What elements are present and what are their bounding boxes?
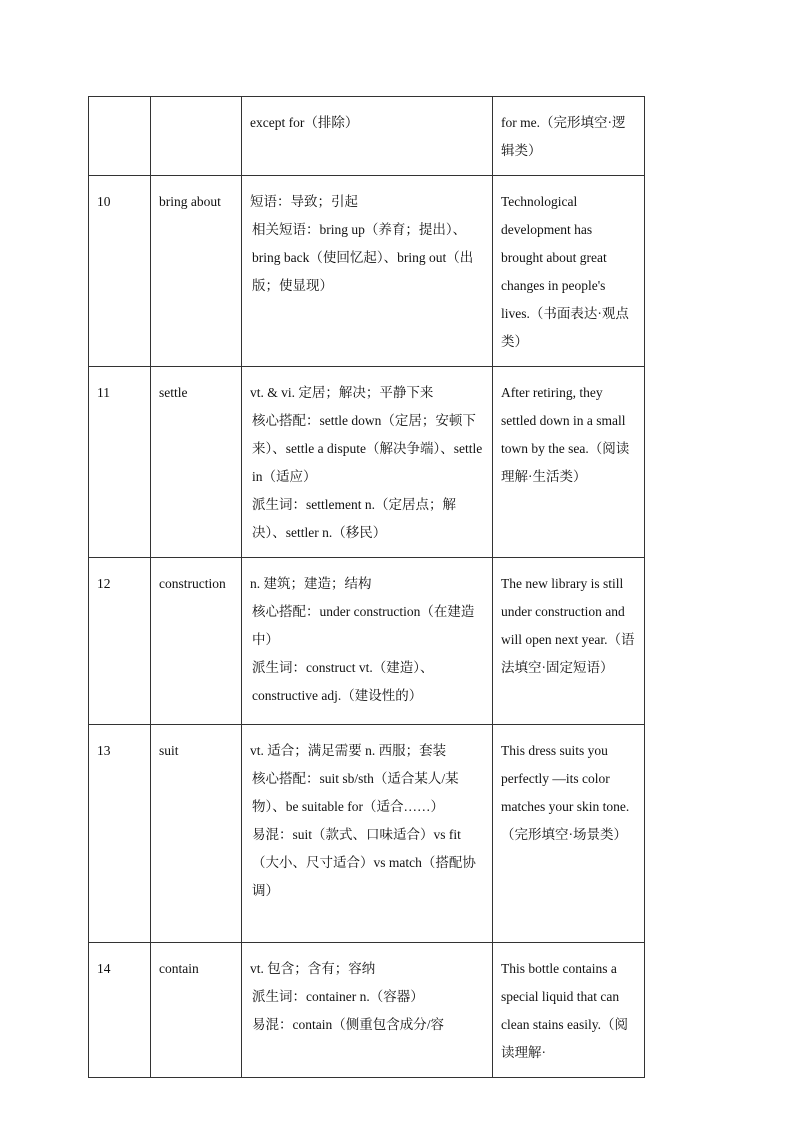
entry-example: After retiring, they settled down in a small town by the sea.（阅读理解·生活类） <box>493 367 645 558</box>
meaning-line: except for（排除） <box>250 115 359 130</box>
entry-example: This dress suits you perfectly —its color matches your skin tone.（完形填空·场景类） <box>493 725 645 943</box>
entry-meaning <box>242 367 493 558</box>
meaning-line: vt. 包含；含有；容纳 <box>250 961 376 976</box>
meaning-line: 易混：suit（款式、口味适合）vs fit（大小、尺寸适合）vs match（搭配协调） <box>252 827 476 898</box>
entry-meaning <box>242 725 493 943</box>
meaning-line: 核心搭配：settle down（定居；安顿下来）、settle a dispute（解决争端）、settle in（适应） <box>252 413 483 484</box>
meaning-line: n. 建筑；建造；结构 <box>250 576 372 591</box>
entry-example: This bottle contains a special liquid that can clean stains easily.（阅读理解· <box>493 943 645 1078</box>
entry-number <box>89 97 151 176</box>
entry-word: settle <box>151 367 242 558</box>
entry-word <box>151 97 242 176</box>
entry-word: contain <box>151 943 242 1078</box>
vocabulary-table-body <box>89 97 645 1078</box>
entry-number: 11 <box>89 367 151 558</box>
entry-number: 12 <box>89 558 151 725</box>
entry-word: suit <box>151 725 242 943</box>
table-row <box>89 176 645 367</box>
meaning-line: 核心搭配：suit sb/sth（适合某人/某物）、be suitable for（适合……） <box>252 771 459 814</box>
meaning-line: 短语：导致；引起 <box>250 194 358 209</box>
meaning-line: vt. & vi. 定居；解决；平静下来 <box>250 385 434 400</box>
meaning-line: 易混：contain（侧重包含成分/容 <box>252 1017 444 1032</box>
entry-meaning <box>242 176 493 367</box>
entry-number: 10 <box>89 176 151 367</box>
meaning-line: 派生词：construct vt.（建造）、constructive adj.（建设性的） <box>252 660 434 703</box>
meaning-line: 派生词：settlement n.（定居点；解决）、settler n.（移民） <box>252 497 456 540</box>
entry-word: bring about <box>151 176 242 367</box>
table-row <box>89 367 645 558</box>
table-row <box>89 943 645 1078</box>
meaning-line: vt. 适合；满足需要 n. 西服；套装 <box>250 743 447 758</box>
table-row <box>89 725 645 943</box>
entry-example: Technological development has brought about great changes in people's lives.（书面表达·观点类） <box>493 176 645 367</box>
entry-meaning <box>242 558 493 725</box>
entry-number: 14 <box>89 943 151 1078</box>
table-row <box>89 97 645 176</box>
vocabulary-table <box>88 96 645 1078</box>
entry-meaning <box>242 97 493 176</box>
meaning-line: 相关短语：bring up（养育；提出）、bring back（使回忆起）、bring out（出版；使显现） <box>252 222 474 293</box>
entry-number: 13 <box>89 725 151 943</box>
meaning-line: 派生词：container n.（容器） <box>252 989 424 1004</box>
entry-example: for me.（完形填空·逻辑类） <box>493 97 645 176</box>
meaning-line: 核心搭配：under construction（在建造中） <box>252 604 475 647</box>
entry-example: The new library is still under construction and will open next year.（语法填空·固定短语） <box>493 558 645 725</box>
table-row <box>89 558 645 725</box>
entry-word: construction <box>151 558 242 725</box>
entry-meaning <box>242 943 493 1078</box>
